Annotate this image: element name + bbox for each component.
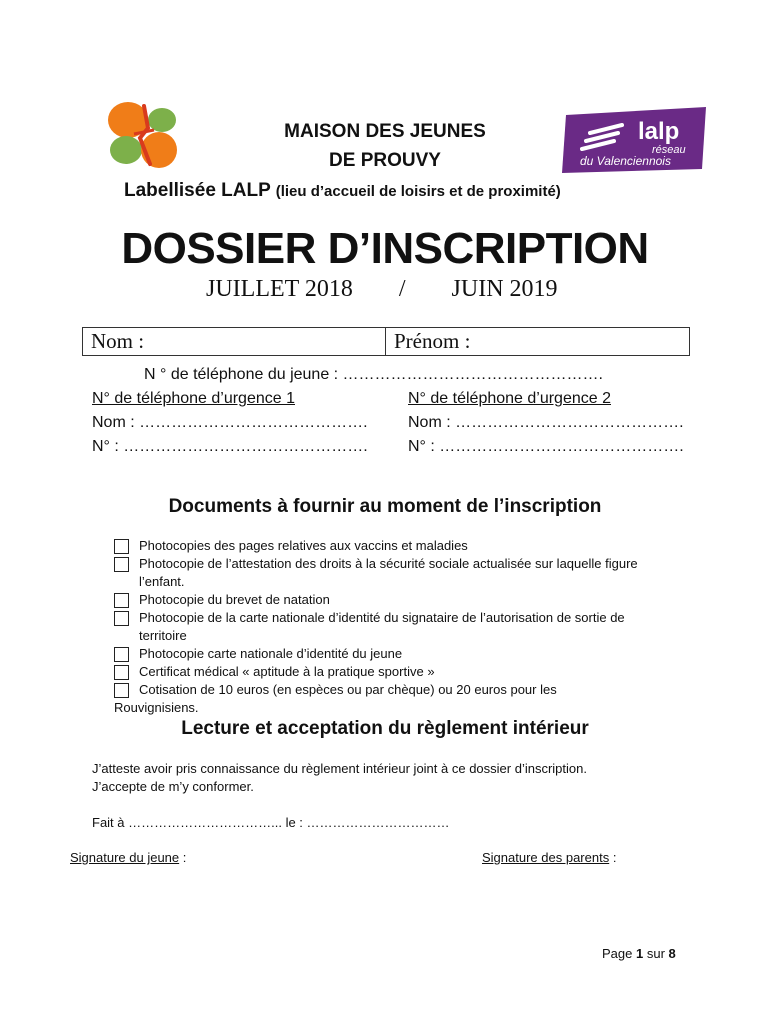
- identity-box: [82, 327, 690, 356]
- urgence2-num: N° : ……………………………………….: [408, 438, 684, 455]
- flower-logo-icon: [104, 98, 186, 172]
- lalp-logo: [560, 103, 710, 177]
- urgence2-nom: Nom : …………………………………….: [408, 414, 684, 431]
- checkbox[interactable]: [114, 539, 129, 554]
- org-name-line1: MAISON DES JEUNES: [284, 121, 486, 142]
- reglement-paragraph: [92, 760, 678, 832]
- checkbox[interactable]: [114, 557, 129, 572]
- phone-jeune-line: N ° de téléphone du jeune : ………………………………………….: [144, 366, 603, 383]
- list-item: Photocopie de l’attestation des droits à la sécurité sociale actualisée sur laquelle figure l’enfant.: [114, 555, 674, 591]
- lalp-line1: réseau: [652, 144, 686, 156]
- lalp-line2: du Valenciennois: [580, 154, 671, 168]
- signature-parents-label: Signature des parents: [482, 850, 610, 865]
- period-separator: /: [398, 276, 406, 302]
- label-line: [124, 180, 561, 202]
- fait-line: Fait à ……………………………... le : ……………………………: [92, 815, 450, 830]
- lalp-brand: lalp: [638, 118, 680, 145]
- reglement-line1: J’atteste avoir pris connaissance du règlement intérieur joint à ce dossier d’inscription.: [92, 761, 587, 776]
- period: [206, 276, 558, 303]
- checkbox[interactable]: [114, 665, 129, 680]
- label-detail: (lieu d’accueil de loisirs et de proximité): [275, 183, 561, 200]
- mdj-logo: [104, 98, 186, 172]
- prenom-field[interactable]: Prénom :: [394, 329, 471, 353]
- reglement-heading: Lecture et acceptation du règlement intérieur: [181, 718, 589, 739]
- documents-checklist: [114, 537, 674, 717]
- list-item: Photocopie du brevet de natation: [114, 591, 674, 609]
- reglement-line2: J’accepte de m’y conformer.: [92, 779, 254, 794]
- nom-field[interactable]: Nom :: [83, 328, 386, 355]
- document-title: DOSSIER D’INSCRIPTION: [121, 224, 649, 273]
- period-end: JUIN 2019: [451, 276, 558, 302]
- org-name-line2: DE PROUVY: [329, 150, 441, 171]
- documents-trailing: Rouvignisiens.: [114, 700, 199, 715]
- urgence2-title: N° de téléphone d’urgence 2: [408, 390, 611, 407]
- signature-jeune: Signature du jeune :: [70, 850, 187, 865]
- list-item: Photocopie carte nationale d’identité du jeune: [114, 645, 674, 663]
- list-item: Certificat médical « aptitude à la pratique sportive »: [114, 663, 674, 681]
- list-item: Photocopie de la carte nationale d’identité du signataire de l’autorisation de sortie de territoire: [114, 609, 674, 645]
- list-item: Photocopies des pages relatives aux vaccins et maladies: [114, 537, 674, 555]
- signature-jeune-label: Signature du jeune: [70, 850, 180, 865]
- urgence1-nom: Nom : …………………………………….: [92, 414, 368, 431]
- documents-heading: Documents à fournir au moment de l’inscription: [168, 496, 602, 517]
- checkbox[interactable]: [114, 683, 129, 698]
- period-start: JUILLET 2018: [206, 276, 353, 302]
- checkbox[interactable]: [114, 647, 129, 662]
- list-item: Cotisation de 10 euros (en espèces ou par chèque) ou 20 euros pour les: [114, 681, 674, 699]
- label-main: Labellisée LALP: [124, 180, 271, 201]
- page-number: Page 1 sur 8: [602, 946, 676, 961]
- checkbox[interactable]: [114, 593, 129, 608]
- urgence1-num: N° : ……………………………………….: [92, 438, 368, 455]
- checkbox[interactable]: [114, 611, 129, 626]
- urgence1-title: N° de téléphone d’urgence 1: [92, 390, 295, 407]
- signature-parents: Signature des parents :: [482, 850, 617, 865]
